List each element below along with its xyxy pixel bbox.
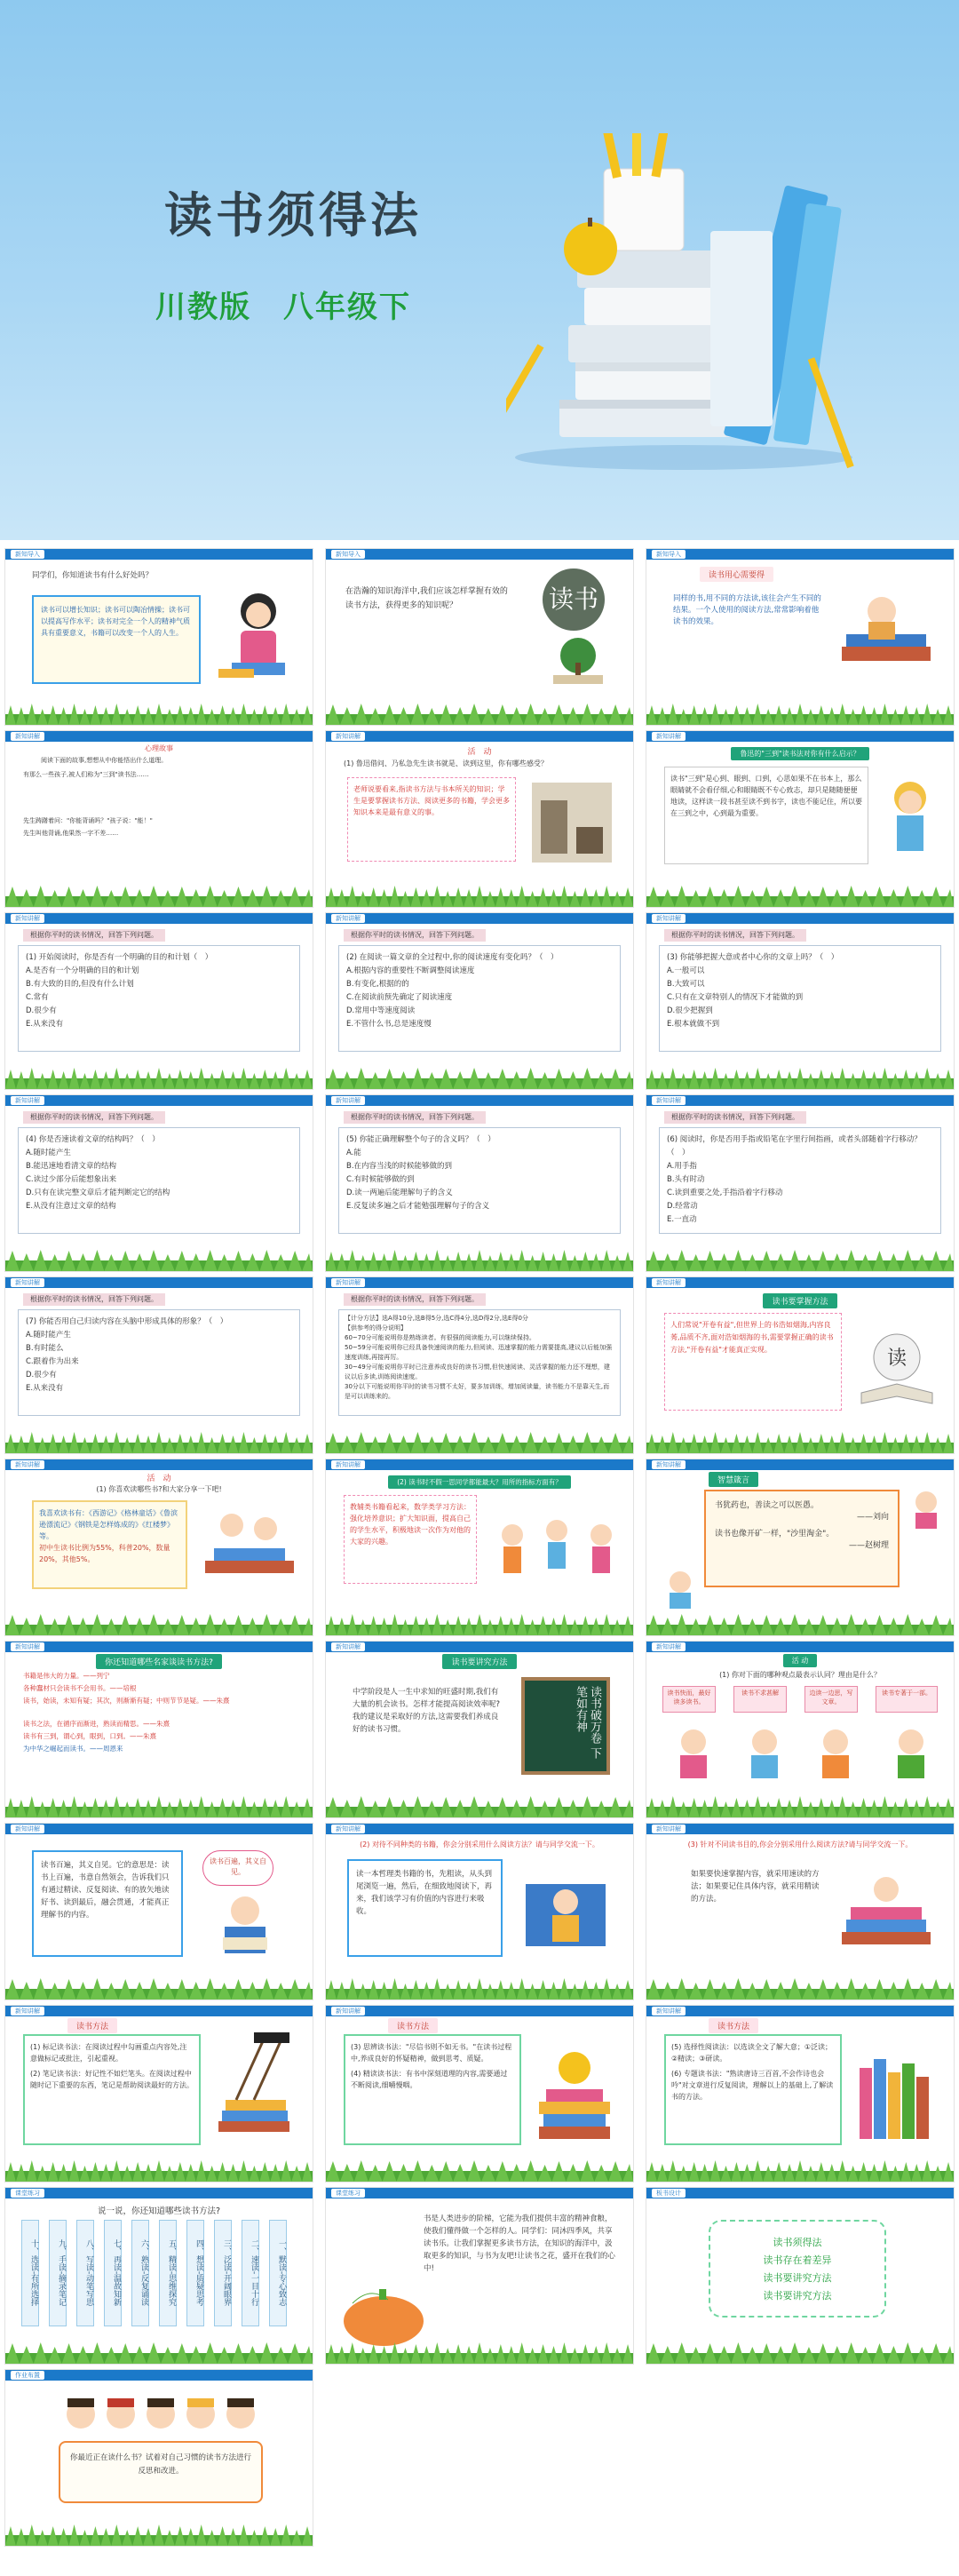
slide-book-types: 新知讲解 (2) 对待不同种类的书籍，你会分别采用什么阅读方法？请与同学交流一下。 读一本哲理类书籍的书，先粗读，从头到尾浏览一遍，然后，在细致地阅读下，再来，我们该学习有价值的内容进行来吸收。 [325,1823,634,2000]
tag-intro: 新知导入 [11,550,44,559]
slide-reading-purpose: 新知讲解 (3) 针对不同读书目的,你会分别采用什么阅读方法?请与同学交流一下。 如果要快速掌握内容，就采用速读的方法；如果要记住具体内容，就采用精读的方法。 [646,1823,955,2000]
slide-activity-share: 新知讲解 活 动 (1) 你喜欢读哪些书?和大家分享一下吧! 我喜欢读书有：《西游记》《格林童话》《鲁滨逊漂流记》《钢铁是怎样炼成的》《红楼梦》等。 初中生读书比例为55%，科普20%，数量20%，其他5%。 [4,1459,313,1636]
girl-thinking-icon [879,775,941,864]
slide-question-1: 新知讲解 根据你平时的读书情况，回答下列问题。 (1) 开始阅读时，你是否有一个明确的目的和计划（ ） A.是否有一个分明确的目的和计划 B.有大致的目的,但没有什么计划 C.常有 D.很少有 E.从来没有 [4,912,313,1090]
slide-wisdom-quotes: 新知讲解 智慧箴言 书犹药也，善读之可以医愚。 ——刘向 读书也像开矿一样，"沙里淘金"。 ——赵树理 [646,1459,955,1636]
grass-decoration [5,702,313,725]
attention-heading: 读书用心需要得 [700,567,773,582]
pumpkin-icon [335,2277,432,2348]
slide-intro-method: 新知导入 在浩瀚的知识海洋中,我们应该怎样掌握有效的读书方法，获得更多的知识呢？ 读书 [325,548,634,726]
girl-reading-icon [214,584,303,691]
slide-activity-luxun: 新知讲解 活 动 (1) 鲁迅借问、乃私急先生读书就是、读到这里，你有哪些感受？ 老师说要看来,指读书方法与书本所关的知识；学生是要掌握读书方法、阅读更多的书籍，学会更多知识本来是最有意义的事。 [325,730,634,908]
activity-title: 活 动 [467,748,492,757]
tree-book-icon [543,636,614,689]
slide-question-4: 新知讲解 根据你平时的读书情况，回答下列问题。 (4) 你是否速读着文章的结构吗？（ ） A.随时能产生 B.能迅速地看清文章的结构 C.读过少部分后能想象出来 D.只有在读完整文章后才能判断定它的结构 E.从没有注意过文章的结构 [4,1094,313,1272]
slide-viewpoints: 新知讲解 活 动 (1) 你对下面的哪种观点最表示认同？理由是什么？ 读书快而，最好读多读书。 读书不求甚解 边读一边思，写文章。 读书专著于一部。 [646,1641,955,1818]
kids-icon-right [900,1486,953,1530]
luxun-painting-icon [532,783,612,863]
kids-row-icon [59,2388,263,2441]
slide-method-emphasis: 新知讲解 读书要讲究方法 中学阶段是人一生中求知的旺盛时期,我们有大量的机会读书。怎样才能提高阅读效率呢?我的建议是采取好的方法,这需要我们养成良好的读书习惯。 读书破万卷 下笔如有神 [325,1641,634,1818]
child-on-books-icon [833,584,939,682]
reading-seal: 读书 [543,568,605,631]
books-pencils-illustration [506,133,861,471]
slide-summary-methods: 课堂练习 说一说，你还知道哪些读书方法? 十、选读-有所选择 九、手读-摘录笔记 八、写读-动笔写思 七、再读-温故知新 六、熟读-反复诵读 五、精读-思维探究 四、想读-质疑思考 三、泛读-开阔眼界 二、速读-一目十行 一、默读-专心致志 [4,2187,313,2365]
boy-big-book-icon [517,1866,614,1955]
three-arrivals-heading: 鲁迅的"三到"读书法对你有什么启示？ [731,747,868,760]
slide-methods-2: 新知讲解 读书方法 (3) 思辨读书法："尽信书则不如无书。"在读书过程中,养成良好的怀疑精神，做到思考、质疑。 (4) 精读读书法：有书中深刻道理的内容,需要通过不断阅读,细嚼慢咽。 [325,2005,634,2182]
slide-question-7: 新知讲解 根据你平时的读书情况，回答下列问题。 (7) 你能否用自己归读内容在头脑中形成具体的形象？（ ） A.随时能产生 B.有时能么 C.跟着作为出来 D.很少有 E.从来没有 [4,1276,313,1454]
slide-three-arrivals: 新知讲解 鲁迅的"三到"读书法对你有什么启示？ 读书"三到"是心到、眼到、口到，心思如果不在书本上，那么眼睛就不会看仔细,心和眼睛既不专心致志，却只是随随便便地读，这样读一段书甚至读不到书字，读也不能记住，所以要在三到之中，心到最为重要。 [646,730,955,908]
boy-reading-icon [196,1891,294,1962]
intro-question: 同学们，你知道读书有什么好处吗？ [32,571,154,580]
kids-reading-icon [196,1499,303,1596]
intro-bubble: 读书可以增长知识；读书可以陶冶情操；读书可以提高写作水平；读书对完全一个人的精神气质具有重要意义，书籍可以改变一个人的人生。 [32,595,201,684]
slide-methods-3: 新知讲解 读书方法 (5) 选择性阅读法：以选读全文了解大意；①泛读；②精读；③研读。 (6) 专题读书法："熟读唐诗三百首,不会作诗也会吟"对文章进行反复阅读，理解以上的基础上,了解读书的方法。 [646,2005,955,2182]
slide-homework: 作业布置 你最近正在读什么书？试着对自己习惯的读书方法进行反思和改进。 [4,2369,313,2547]
kids-on-books-icon [833,1863,939,1960]
cover-subtitle: 川教版 八年级下 [155,290,411,325]
slide-read-hundred: 新知讲解 读书百遍，其义自见。它的意思是：读书上百遍，书意自然领会，告诉我们只有通过精读、反复阅读、有的放矢地读好书、读到最后，融会贯通，才能真正理解书的内容。 读书百遍，其义自见。 [4,1823,313,2000]
slide-board-design: 板书设计 读书须得法 读书存在着差异 读书要讲究方法 读书要讲究方法 [646,2187,955,2365]
ladder-books-icon [210,2032,298,2148]
slide-question-6: 新知讲解 根据你平时的读书情况，回答下列问题。 (6) 阅读时，你是否用手指或铅笔在字里行间指画，或者头部随着字行移动？（ ） A.用手指 B.头有时动 C.读到重要之处,手指沿着字行移动 D.经常动 E.一直动 [646,1094,955,1272]
story-heading: 心理故事 [145,744,173,752]
cover-slide [0,0,959,540]
stacked-books-icon [530,2041,619,2148]
slide-question-2: 新知讲解 根据你平时的读书情况，回答下列问题。 (2) 在阅读一篇文章的全过程中,你的阅读速度有变化吗？（ ） A.根据内容的重要性不断调整阅读速度 B.有变化,根据的的 C.在阅读前预先确定了阅读速度 D.常用中等速度阅读 E.不管什么书,总是速度慢 [325,912,634,1090]
slide-intro-attention: 新知导入 读书用心需要得 同样的书,用不同的方法读,该往会产生不同的结果。一个人使用的阅读方法,常常影响着他读书的效果。 [646,548,955,726]
open-book-icon [852,1322,941,1411]
calligraphy-board: 读书破万卷 下笔如有神 [521,1677,610,1775]
colorful-books-icon [851,2050,939,2148]
slide-intro-benefits [4,548,313,726]
kids-icon [654,1566,707,1610]
slide-grasp-method: 新知讲解 读书要掌握方法 人们常说"开卷有益",但世界上的书浩如烟海,内容良莠,品质不齐,面对浩如烟海的书,需要掌握正确的读书方法,"开卷有益"才能真正实现。 读 [646,1276,955,1454]
intro-method-text: 在浩瀚的知识海洋中,我们应该怎样掌握有效的读书方法，获得更多的知识呢？ [345,587,508,610]
slide-conclusion: 课堂练习 书是人类进步的阶梯，它能为我们提供丰富的精神食粮，使我们懂得做一个怎样的人。同学们：同沐四季风，共享读书乐。让我们掌握更多读书方法，在知识的海洋中，汲取更多的知识，与书为友吧!让读书之花，盛开在我们的心中! [325,2187,634,2365]
slide-story: 新知讲解 心理故事 阅读下面的故事,想想从中你能悟出什么道理。 有那么一些孩子,被人们称为"三到"读书法…… 先生踌躇着问："你能背诵吗？"孩子说："能！" 先生叫他背诵,他果然一字不差…… [4,730,313,908]
slide-question-3: 新知讲解 根据你平时的读书情况，回答下列问题。 (3) 你能够把握大意或者中心你的文章上吗？（ ） A.一般可以 B.大致可以 C.只有在文章特别人的情况下才能做的到 D.很少把握到 E.根本就做不到 [646,912,955,1090]
svg-text:读: 读 [886,1348,907,1370]
four-kids-icon [662,1720,938,1782]
cover-title: 读书须得法 [164,187,422,243]
slide-scoring: 新知讲解 根据你平时的读书情况，回答下列问题。 【计分方法】选A得10分,选B得5分,选C得4分,选D得2分,选E得0分 【供参考的得分说明】 60~70分可能说明你是熟练读者。有很强的阅读能力,可以继续保持。 50~59分可能说明你已经具备快速阅读的能力,但阅读、迅速掌握的能力需要提高,建议以后能加强速度训练,再接再厉。 30~49分可能说明你平时已注意养成良好的读书习惯,但快速阅读、灵活掌握的能力还不理想，建议以后多读,训练阅读速度。 30分以下可能说明你平时的读书习惯不太好，要多加训练，增加阅读量，读书能力不是靠天生,而是可以训练来的。 [325,1276,634,1454]
slide-question-5: 新知讲解 根据你平时的读书情况，回答下列问题。 (5) 你能正确理解整个句子的含义吗？（ ） A.能 B.在内容当浅的时候能够做的到 C.有时候能够做的到 D.读一两遍后能理解句子的含义 E.反复读多遍之后才能勉强理解句子的含义 [325,1094,634,1272]
slide-activity-2: 新知讲解 (2) 读书时不假一思同学都能最大？用所的指标方面有？ 教辅类书籍看起来，数学类学习方法：强化培养意识；扩大知识面，提高自己的学生水平，积极地读一次作为对他的大家的兴趣。 [325,1459,634,1636]
kids-jumping-icon [490,1513,623,1593]
slide-methods-1: 新知讲解 读书方法 (1) 标记读书法：在阅读过程中勾画重点内容处,注意做标记或批注，引起重视。 (2) 笔记读书法：好记性不如烂笔头。在阅读过程中随时记下重要的东西，笔记是帮助阅读最好的方法。 [4,2005,313,2182]
slide-famous-quotes: 新知讲解 你还知道哪些名家谈读书方法? 书籍是伟大的力量。——列宁 各种蠢材只会读书不会用书。——培根 读书，始读，未知有疑；其次，则渐渐有疑；中则节节是疑。——朱熹 读书之法，在循序而渐进，熟读而精思。——朱熹 读书有三到，谓心到，眼到，口到。——朱熹 为中华之崛起而读书。——周恩来 [4,1641,313,1818]
attention-text: 同样的书,用不同的方法读,该往会产生不同的结果。一个人使用的阅读方法,常常影响着他读书的效果。 [673,594,821,626]
